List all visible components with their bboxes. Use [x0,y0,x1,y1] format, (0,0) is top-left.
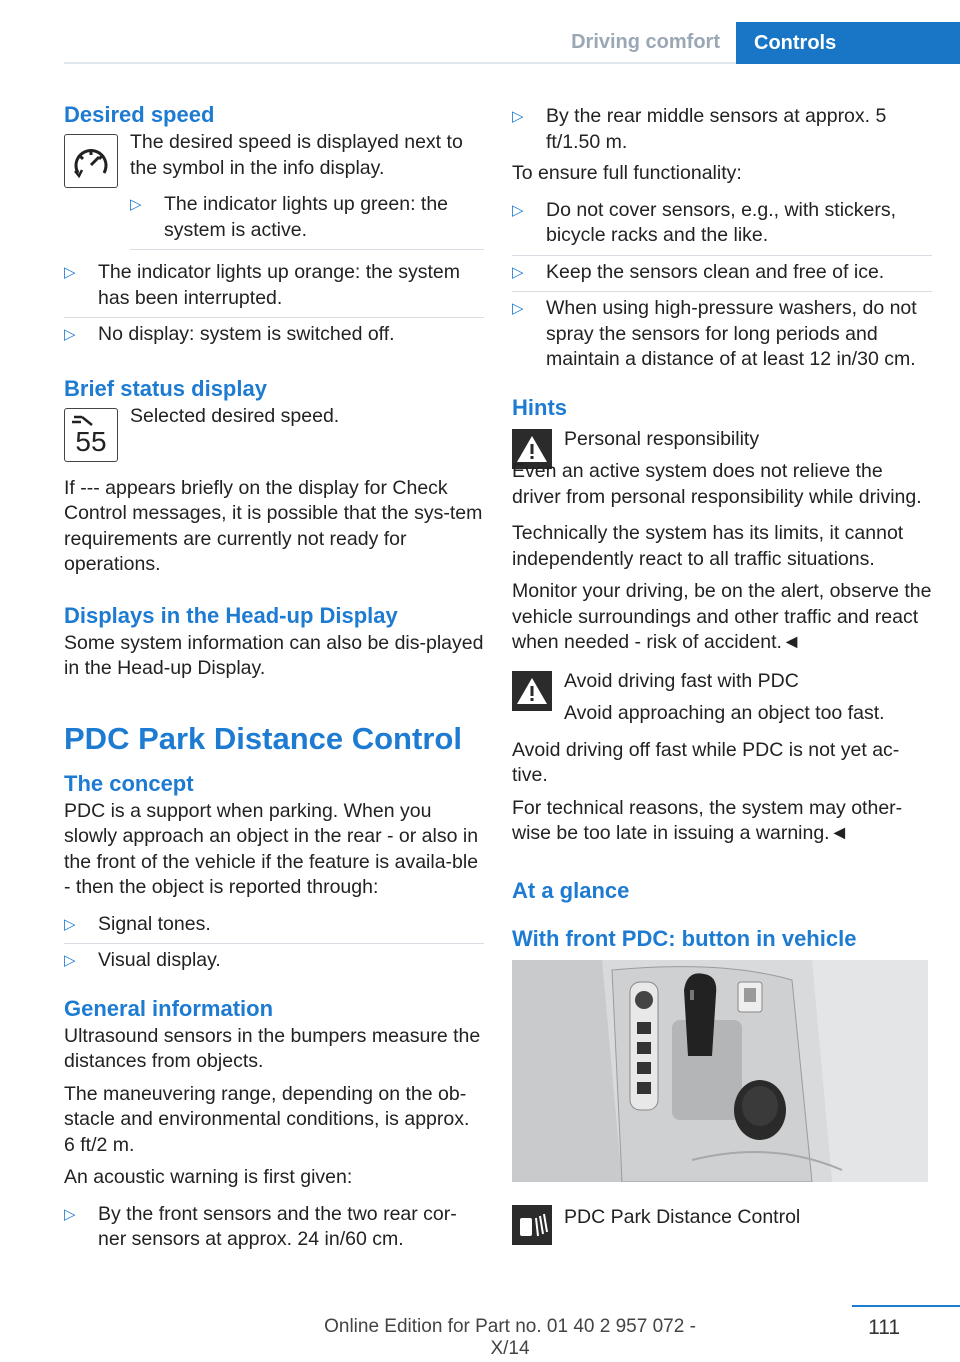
header-tab: Controls [736,22,960,64]
vehicle-console-photo [512,960,928,1182]
right-column [512,104,932,1251]
pdc-button-label: PDC Park Distance Control [564,1206,801,1228]
warning-2-p3: For technical reasons, the system may other‐wise be too late in issuing a warning.◄ [512,796,903,844]
warning-1-title: Personal responsibility [564,427,760,450]
hud-heading: Displays in the Head-up Display [64,602,398,628]
bullet-arrow-icon: ▷ [130,196,142,213]
concept-text: PDC is a support when parking. When you slowly approach an object in the rear - or also in the front of the vehicle if the feature is availa‐ble - then the object is reported through: [64,799,479,898]
header-section: Driving comfort [571,31,720,53]
general-p3: An acoustic warning is first given: [64,1166,353,1188]
list-item: ▷ Do not cover sensors, e.g., with stickers, bicycle racks and the like. [512,194,932,256]
list-item: ▷ The indicator lights up green: the system is active. [130,188,484,250]
list-item: ▷ The indicator lights up orange: the system has been interrupted. [64,256,484,318]
pdc-button-icon [512,1205,552,1245]
warning-row-1 [512,427,932,518]
pdc-button-row [512,1205,932,1245]
bullet-arrow-icon: ▷ [64,952,76,969]
desired-speed-heading: Desired speed [64,102,215,127]
warning-1-p3: Monitor your driving, be on the alert, observe the vehicle surroundings and other traffic and react when needed - risk of accident.◄ [512,580,932,653]
page-number: 111 [868,1316,900,1339]
list-item: ▷ By the front sensors and the two rear cor‐ner sensors at approx. 24 in/60 cm. [64,1198,484,1259]
warning-triangle-icon [512,671,552,711]
bullet-arrow-icon: ▷ [512,108,524,125]
concept-heading: The concept [64,770,194,796]
list-item: ▷ Keep the sensors clean and free of ice. [512,256,932,293]
brief-status-label: Selected desired speed. [130,404,340,427]
hud-text: Some system information can also be dis‐played in the Head-up Display. [64,631,484,679]
warning-2-p1: Avoid approaching an object too fast. [564,702,885,724]
list-item: ▷ No display: system is switched off. [64,318,484,354]
general-p1: Ultrasound sensors in the bumpers measure the distances from objects. [64,1024,481,1072]
bullet-arrow-icon: ▷ [64,264,76,281]
bullet-arrow-icon: ▷ [512,300,524,317]
bullet-arrow-icon: ▷ [64,915,76,933]
desired-speed-text: The desired speed is displayed next to the symbol in the info display. [130,131,463,179]
desired-speed-row [64,130,484,250]
pdc-title: PDC Park Distance Control [64,720,462,756]
footer-rule [852,1305,960,1307]
brief-status-heading: Brief status display [64,375,267,401]
cruise-control-speedometer-icon [64,134,118,188]
warning-1-p2: Technically the system has its limits, it cannot independently react to all traffic situations. [512,522,904,570]
footer-edition: Online Edition for Part no. 01 40 2 957 072 - X/14 [324,1316,696,1359]
bullet-arrow-icon: ▷ [512,263,524,281]
warning-row-2 [512,669,932,734]
warning-1-p1: Even an active system does not relieve the driver from personal responsibility while driving. [512,460,922,508]
general-p2: The maneuvering range, depending on the ob‐stacle and environmental conditions, is approx. 6 ft/2 m. [64,1082,470,1156]
speed-55-icon: 55 [64,408,118,462]
left-column [64,100,484,1259]
general-heading: General information [64,995,274,1021]
bullet-arrow-icon: ▷ [64,326,76,343]
warning-2-p2: Avoid driving off fast while PDC is not yet ac‐tive. [512,738,900,786]
full-func-text: To ensure full functionality: [512,162,742,184]
bullet-arrow-icon: ▷ [64,1205,76,1223]
warning-2-title: Avoid driving fast with PDC [564,669,799,692]
brief-status-text: If --- appears briefly on the display for Check Control messages, it is possible that the sys‐tem requirements are currently not ready for operations. [64,476,483,575]
bullet-arrow-icon: ▷ [512,201,524,219]
brief-status-row [64,404,484,462]
hints-heading: Hints [512,394,567,420]
list-item: ▷ When using high-pressure washers, do not spray the sensors for long periods and maintain a distance of at least 12 in/30 cm. [512,292,932,379]
glance-heading: At a glance [512,877,630,903]
glance-subheading: With front PDC: button in vehicle [512,925,857,951]
list-item: ▷ Signal tones. [64,908,484,945]
list-item: ▷ Visual display. [64,944,484,980]
list-item: ▷ By the rear middle sensors at approx. 5 ft/1.50 m. [512,104,932,161]
